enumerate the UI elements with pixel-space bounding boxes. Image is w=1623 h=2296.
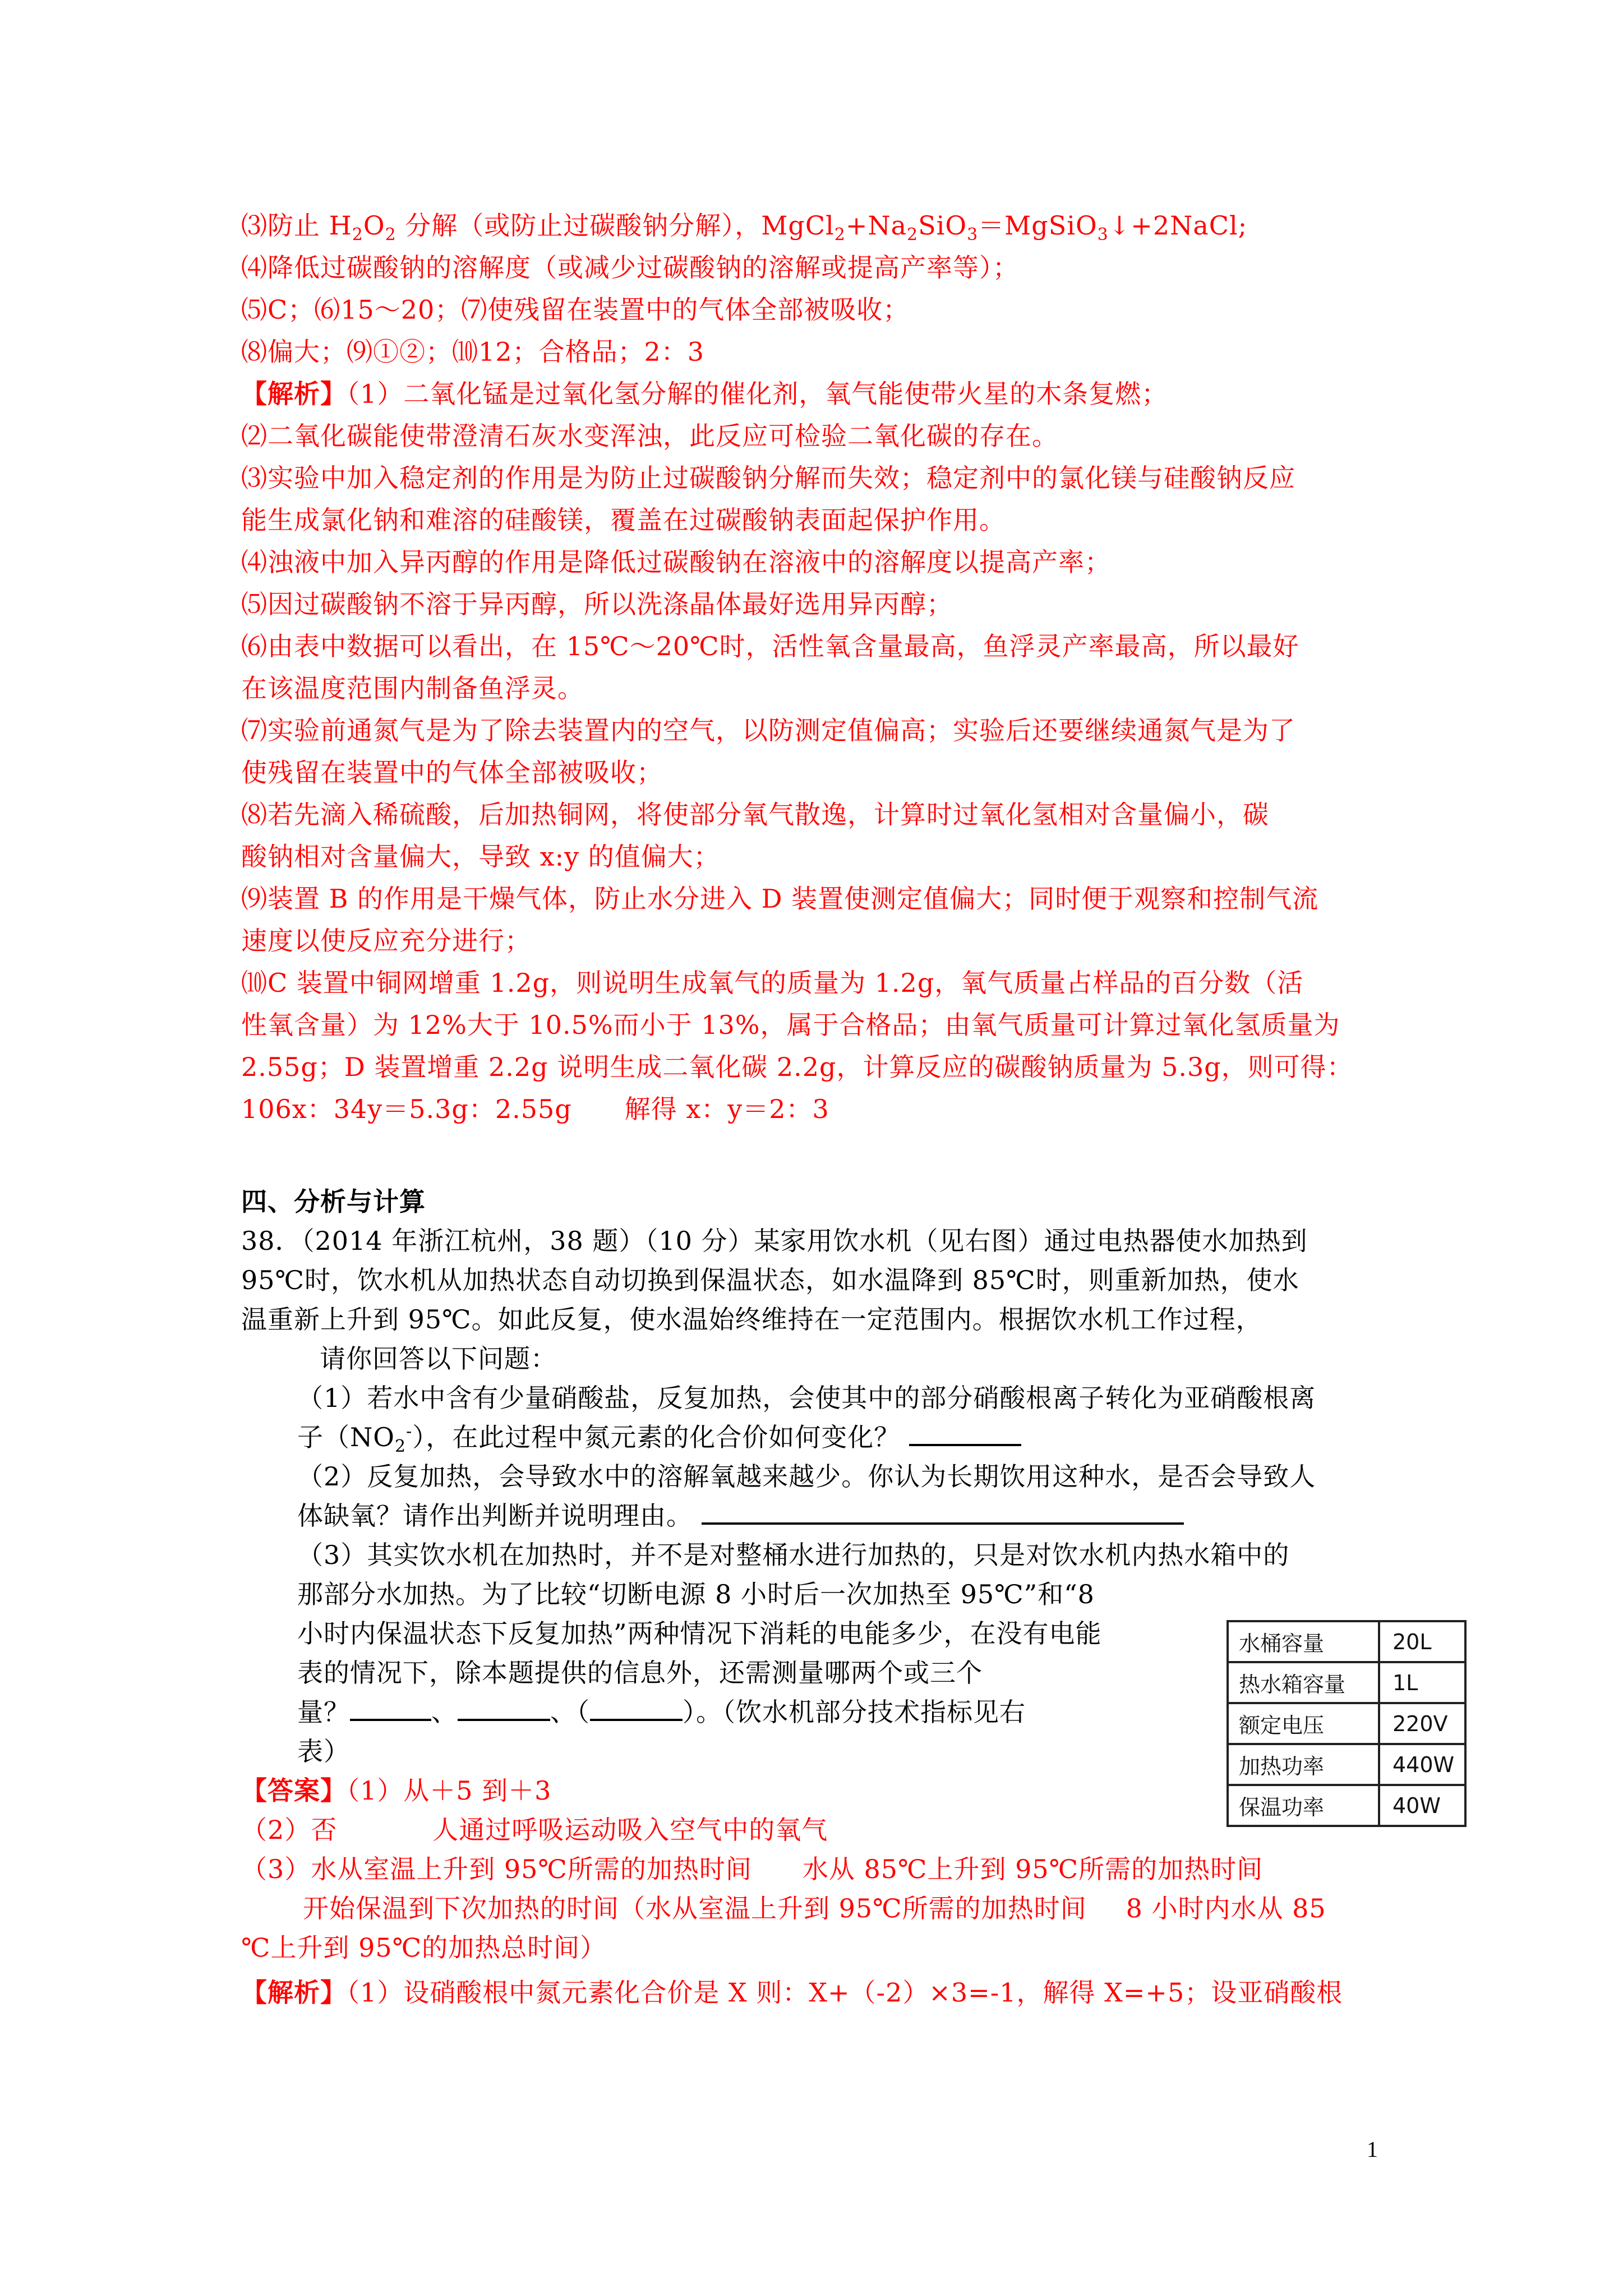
text: 分解（或防止过碳酸钠分解），MgCl [396, 210, 834, 241]
analysis-line: 在该温度范围内制备鱼浮灵。 [241, 673, 584, 703]
subscript: 3 [967, 225, 979, 245]
table-row [1228, 1621, 1465, 1662]
text: （1）从＋5 到＋3 [347, 1775, 552, 1806]
analysis-line: 能生成氯化钠和难溶的硅酸镁，覆盖在过碳酸钠表面起保护作用。 [241, 505, 1006, 535]
question-3-line: 表的情况下，除本题提供的信息外，还需测量哪两个或三个 [297, 1658, 983, 1688]
text: （1）二氧化锰是过氧化氢分解的催化剂，氧气能使带火星的木条复燃； [347, 379, 1168, 409]
analysis-line: ⑻若先滴入稀硫酸，后加热铜网，将使部分氧气散逸，计算时过氧化氢相对含量偏小，碳 [241, 799, 1269, 830]
analysis-line: 使残留在装置中的气体全部被吸收； [241, 757, 663, 788]
spec-table [1227, 1620, 1467, 1827]
analysis-line: ⑷浊液中加入异丙醇的作用是降低过碳酸钠在溶液中的溶解度以提高产率； [241, 547, 1111, 577]
question-intro-line: 温重新上升到 95℃。如此反复，使水温始终维持在一定范围内。根据饮水机工作过程， [241, 1304, 1262, 1335]
text: 开始保温到下次加热的时间（水从室温上升到 95℃所需的加热时间 [303, 1893, 1087, 1924]
subscript: 2 [385, 225, 396, 245]
table-cell-value: 20L [1379, 1621, 1465, 1662]
text: 子（NO [297, 1422, 395, 1452]
answer-line [241, 1852, 1263, 1886]
table-cell-value: 1L [1379, 1662, 1465, 1703]
text: ↓+2NaCl; [1108, 210, 1248, 241]
text: （2）否 [241, 1815, 338, 1845]
question-intro-line: 38．（2014 年浙江杭州，38 题）（10 分）某家用饮水机（见右图）通过电热器使水加热到 [241, 1226, 1308, 1256]
subscript: 2 [834, 225, 846, 245]
question-3-line [297, 1695, 1026, 1729]
table-cell-label: 热水箱容量 [1228, 1662, 1379, 1703]
answer-blank[interactable] [909, 1421, 1021, 1446]
text: （1）设硝酸根中氮元素化合价是 X 则：X+（-2）×3=-1，解得 X=+5；设亚硝酸根 [347, 1977, 1343, 2008]
analysis-line: 2.55g；D 装置增重 2.2g 说明生成二氧化碳 2.2g，计算反应的碳酸钠质量为 5.3g，则可得： [241, 1052, 1353, 1082]
text: ＝MgSiO [978, 210, 1098, 241]
text: O [363, 210, 385, 241]
answer-line [303, 1892, 1326, 1925]
question-2-line: （2）反复加热，会导致水中的溶解氧越来越少。你认为长期饮用这种水，是否会导致人 [297, 1461, 1316, 1492]
table-row [1228, 1744, 1465, 1785]
question-1-line [297, 1420, 1021, 1457]
text: 人通过呼吸运动吸入空气中的氧气 [432, 1815, 828, 1845]
section-title: 四、分析与计算 [241, 1186, 426, 1217]
analysis-line: 酸钠相对含量偏大，导致 x:y 的值偏大； [241, 841, 720, 872]
question-1-line: （1）若水中含有少量硝酸盐，反复加热，会使其中的部分硝酸根离子转化为亚硝酸根离 [297, 1383, 1316, 1413]
table-row [1228, 1785, 1465, 1826]
analysis-line: ⑺实验前通氮气是为了除去装置内的空气，以防测定值偏高；实验后还要继续通氮气是为了 [241, 715, 1295, 746]
text: 量？ [297, 1697, 350, 1727]
table-cell-value: 40W [1379, 1785, 1465, 1826]
analysis-line: 106x：34y＝5.3g：2.55g 解得 x：y＝2：3 [241, 1094, 829, 1124]
answer-line-5-7: ⑸C；⑹15～20；⑺使残留在装置中的气体全部被吸收； [241, 295, 910, 325]
table-row [1228, 1703, 1465, 1744]
text: 、 [431, 1697, 458, 1727]
analysis-line: ⑹由表中数据可以看出，在 15℃～20℃时，活性氧含量最高，鱼浮灵产率最高，所以最好 [241, 631, 1299, 661]
answer-blank[interactable] [350, 1696, 431, 1721]
analysis-line: 速度以使反应充分进行； [241, 926, 531, 956]
answer-line-3 [241, 209, 1248, 245]
subscript: 2 [352, 225, 363, 245]
answer-line: ℃上升到 95℃的加热总时间） [241, 1932, 607, 1963]
analysis-line: ⑵二氧化碳能使带澄清石灰水变浑浊，此反应可检验二氧化碳的存在。 [241, 421, 1058, 451]
text: ⑶防止 H [241, 210, 352, 241]
text: ）。（饮水机部分技术指标见右 [683, 1697, 1026, 1727]
subscript: 2 [907, 225, 919, 245]
question-3-line: 表） [297, 1736, 350, 1766]
analysis-label: 【解析】 [241, 1977, 347, 2008]
question-intro-line: 请你回答以下问题： [320, 1343, 557, 1374]
text: 8 小时内水从 85 [1126, 1893, 1326, 1924]
answer-blank[interactable] [458, 1696, 550, 1721]
table-row [1228, 1662, 1465, 1703]
answer-line [241, 1813, 828, 1847]
question-3-line: 小时内保温状态下反复加热”两种情况下消耗的电能多少，在没有电能 [297, 1618, 1102, 1649]
analysis-line: ⑸因过碳酸钠不溶于异丙醇，所以洗涤晶体最好选用异丙醇； [241, 589, 953, 619]
analysis-line: ⑼装置 B 的作用是干燥气体，防止水分进入 D 装置使测定值偏大；同时便于观察和控制气流 [241, 884, 1319, 914]
analysis-label: 【解析】 [241, 379, 347, 409]
question-3-line: （3）其实饮水机在加热时，并不是对整桶水进行加热的，只是对饮水机内热水箱中的 [297, 1540, 1290, 1570]
subscript: 3 [1097, 225, 1109, 245]
subscript: 2 [394, 1437, 407, 1457]
question-3-line: 那部分水加热。为了比较“切断电源 8 小时后一次加热至 95℃”和“8 [297, 1579, 1095, 1609]
answer-line-8-10: ⑻偏大；⑼①②；⑽12；合格品；2：3 [241, 337, 705, 367]
answer-label: 【答案】 [241, 1775, 347, 1806]
text: 体缺氧？请作出判断并说明理由。 [297, 1501, 693, 1531]
question-2-line [297, 1499, 1184, 1533]
table-cell-label: 加热功率 [1228, 1744, 1379, 1785]
text: +Na [845, 210, 907, 241]
table-cell-value: 440W [1379, 1744, 1465, 1785]
analysis-line: 性氧含量）为 12%大于 10.5%而小于 13%，属于合格品；由氧气质量可计算过氧化氢质量为 [241, 1010, 1340, 1040]
analysis-line: ⑽C 装置中铜网增重 1.2g，则说明生成氧气的质量为 1.2g，氧气质量占样品的百分数（活 [241, 968, 1304, 998]
table-cell-label: 保温功率 [1228, 1785, 1379, 1826]
text: ），在此过程中氮元素的化合价如何变化？ [412, 1422, 901, 1452]
text: 、（ [550, 1697, 590, 1727]
analysis-line: ⑶实验中加入稳定剂的作用是为防止过碳酸钠分解而失效；稳定剂中的氯化镁与硅酸钠反应 [241, 463, 1295, 493]
answer-line [241, 1774, 551, 1807]
analysis-line [241, 377, 1168, 411]
table-cell-value: 220V [1379, 1703, 1465, 1744]
text: SiO [918, 210, 967, 241]
table-cell-label: 额定电压 [1228, 1703, 1379, 1744]
answer-blank[interactable] [702, 1500, 1184, 1525]
answer-blank[interactable] [590, 1696, 683, 1721]
superscript: - [406, 1421, 413, 1442]
answer-line-4: ⑷降低过碳酸钠的溶解度（或减少过碳酸钠的溶解或提高产率等）； [241, 252, 1019, 283]
analysis-line [241, 1976, 1343, 2009]
page-number: 1 [1367, 2137, 1378, 2162]
question-intro-line: 95℃时，饮水机从加热状态自动切换到保温状态，如水温降到 85℃时，则重新加热，使水 [241, 1265, 1299, 1295]
text: （3）水从室温上升到 95℃所需的加热时间 [241, 1854, 752, 1884]
text: 水从 85℃上升到 95℃所需的加热时间 [802, 1854, 1264, 1884]
table-cell-label: 水桶容量 [1228, 1621, 1379, 1662]
